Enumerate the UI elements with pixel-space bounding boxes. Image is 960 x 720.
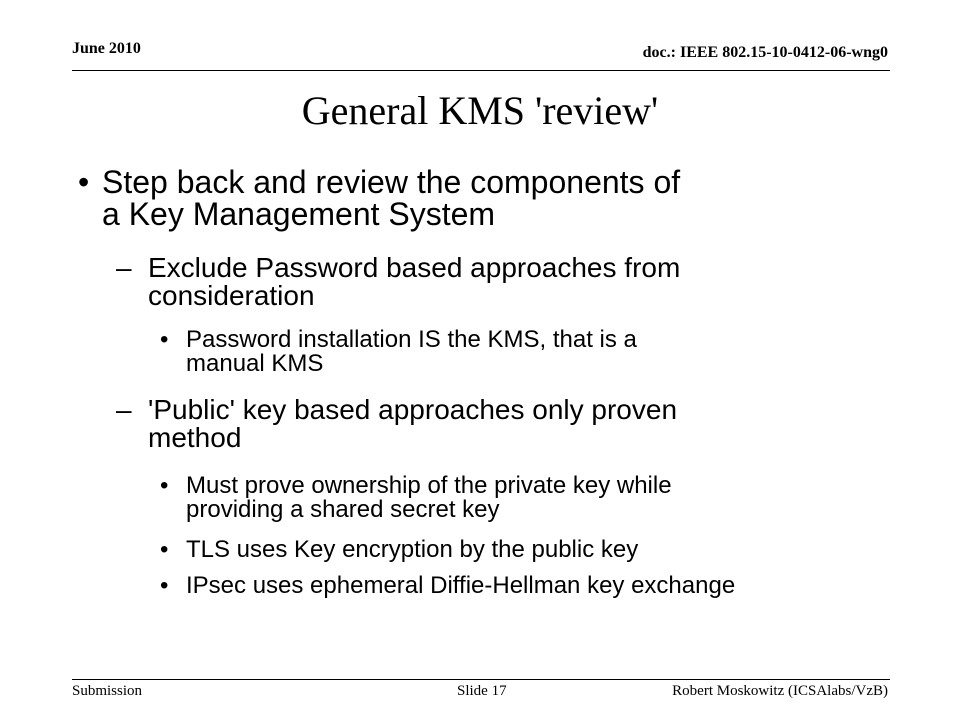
bullet-text-line1: Must prove ownership of the private key while (186, 472, 672, 499)
bullet-text-line1: 'Public' key based approaches only proven (148, 394, 678, 425)
bullet-marker: • (160, 326, 169, 353)
slide-title: General KMS 'review' (301, 88, 659, 133)
bullet-level3-2 (160, 474, 900, 522)
header-divider (72, 70, 890, 71)
document-id: doc.: IEEE 802.15-10-0412-06-wng0 (642, 44, 888, 61)
dash-marker: – (116, 394, 132, 425)
footer-author: Robert Moskowitz (ICSAlabs/VzB) (672, 683, 888, 699)
bullet-level3-3 (160, 538, 900, 562)
bullet-level3-4 (160, 574, 900, 598)
bullet-text-line1: Password installation IS the KMS, that is a (186, 326, 637, 353)
footer-divider (72, 679, 890, 680)
bullet-text-line2: manual KMS (186, 350, 324, 377)
bullet-text-line2: consideration (148, 280, 315, 311)
bullet-level2-2 (116, 396, 896, 452)
dash-marker: – (116, 252, 132, 283)
header-date: June 2010 (72, 40, 141, 57)
bullet-text-line1: Step back and review the components of (102, 164, 681, 200)
bullet-text-line2: a Key Management System (102, 196, 496, 232)
bullet-text-line1: IPsec uses ephemeral Diffie-Hellman key exchange (186, 572, 736, 599)
bullet-marker: • (160, 536, 169, 563)
bullet-text-line2: method (148, 422, 242, 453)
bullet-text-line1: TLS uses Key encryption by the public key (186, 536, 639, 563)
slide-number: Slide 17 (457, 683, 507, 699)
footer-submission: Submission (72, 683, 143, 699)
bullet-text-line1: Exclude Password based approaches from (148, 252, 681, 283)
bullet-level2-1 (116, 254, 896, 310)
bullet-marker: • (160, 572, 169, 599)
bullet-level1-1 (78, 166, 898, 230)
bullet-level3-1 (160, 328, 900, 376)
bullet-text-line2: providing a shared secret key (186, 496, 500, 523)
bullet-marker: • (78, 164, 90, 200)
bullet-marker: • (160, 472, 169, 499)
